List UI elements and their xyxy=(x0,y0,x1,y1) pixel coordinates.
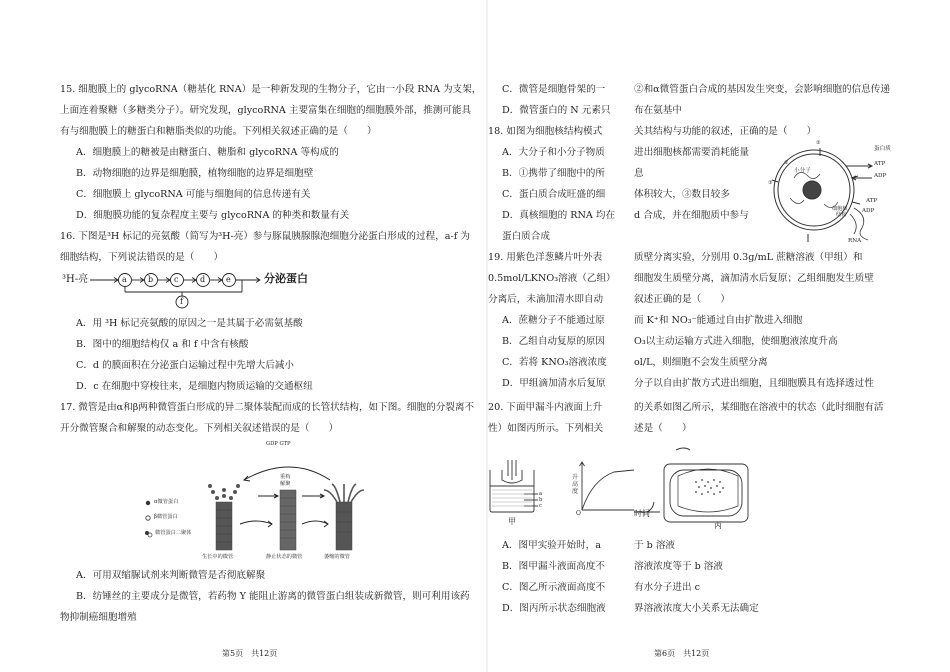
q15-option-a: A．细胞膜上的糖被是由糖蛋白、糖脂和 glycoRNA 等构成的 xyxy=(76,147,339,158)
mid-q20-c: C．图乙所示液面高度不 xyxy=(502,582,606,593)
right-line-8: 质壁分离实验，分别用 0.3g/mL 蔗糖溶液（甲组）和 xyxy=(634,252,863,263)
nuc-rna-label: RNA xyxy=(848,238,862,244)
right-line-16: 述是（ ） xyxy=(634,423,692,434)
q17-option-b-line-2: 物抑制癌细胞增殖 xyxy=(60,612,137,623)
mid-line-5: B．①携带了细胞中的所 xyxy=(502,168,605,179)
graph-y-label: 升高度 xyxy=(572,474,579,495)
q16-stem-line-1: 16. 下图是³H 标记的亮氨酸（简写为³H-亮）参与豚鼠胰腺腺泡细胞分泌蛋白形成的过程，a-f 为 xyxy=(60,231,470,242)
mid-line-12: A．蔗糖分子不能通过原 xyxy=(502,315,605,326)
right-line-9: 细胞发生质壁分离，滴加清水后复原；乙组细胞发生质壁 xyxy=(634,273,874,284)
graph-origin: O xyxy=(576,510,581,517)
right-line-5: 息 xyxy=(634,168,644,179)
caption-growing: 生长中的微管 xyxy=(202,554,234,560)
funnel-label-c: c xyxy=(539,503,542,509)
q16-option-c: C．d 的膜面积在分泌蛋白运输过程中先增大后减小 xyxy=(76,360,294,371)
mid-line-9: 19. 用紫色洋葱鳞片叶外表 xyxy=(488,252,603,263)
figure-bing-label: 丙 xyxy=(714,521,722,530)
caption-static: 静止状态的微管 xyxy=(266,554,303,560)
middle-page xyxy=(488,0,634,672)
label-rebuild: 重构 xyxy=(280,474,291,480)
funnel-label-b: b xyxy=(539,497,543,503)
q17-stem-line-2: 开分微管聚合和解聚的动态变化。下列相关叙述错误的是（ ） xyxy=(60,423,339,434)
plasmolysis-cell-drawing xyxy=(634,442,754,534)
q15-stem-line-1: 15. 细胞膜上的 glycoRNA（糖基化 RNA）是一种新发现的生物分子，它由一小段 RNA 为支架， xyxy=(60,84,482,95)
flow-end-label: 分泌蛋白 xyxy=(264,272,308,285)
q20-figures-mid xyxy=(488,460,634,530)
nuc-struct-label-2: 结构 xyxy=(836,212,847,218)
right-line-2: 布在氨基中 xyxy=(634,105,682,116)
legend-alpha: α微管蛋白 xyxy=(154,499,179,505)
q16-flow-diagram xyxy=(60,268,360,314)
q20-figure-bing xyxy=(634,442,754,534)
mid-line-17: 性）如图丙所示。下列相关 xyxy=(488,423,604,434)
mid-line-8: 蛋白质合成 xyxy=(502,231,550,242)
q17-option-b-line-1: B．纺锤丝的主要成分是微管，若药物 Y 能阻止游离的微管蛋白组装成新微管，则可利用该药 xyxy=(76,591,470,602)
right-line-14: 分子以自由扩散方式进出细胞，且细胞膜具有选择透过性 xyxy=(634,378,874,389)
right-line-6: 体积较大，③数目较多 xyxy=(634,189,730,200)
q16-option-b: B．图中的细胞结构仅 a 和 f 中含有核酸 xyxy=(76,339,249,350)
flow-arrows xyxy=(60,268,360,314)
right-line-7: d 合成，并在细胞质中参与 xyxy=(634,210,749,221)
right-line-1: ②和α微管蛋白合成的基因发生突变，会影响细胞的信息传递 xyxy=(634,84,890,95)
mid-q20-b: B．图甲漏斗液面高度不 xyxy=(502,561,605,572)
right-line-12: O₃以主动运输方式进入细胞，使细胞液浓度升高 xyxy=(634,336,838,347)
page-footer-left: 第5页 共12页 xyxy=(222,649,278,658)
right-line-20: 界溶液浓度大小关系无法确定 xyxy=(634,603,759,614)
nuc-protein-label: 蛋白质 xyxy=(874,146,891,152)
funnel-label-a: a xyxy=(539,491,543,497)
mid-line-7: D．真核细胞的 RNA 均在 xyxy=(502,210,616,221)
caption-shrinking: 萎缩的微管 xyxy=(324,554,350,560)
q16-option-d: D．c 在细胞中穿梭往来，是细胞内物质运输的交通枢纽 xyxy=(76,381,313,392)
q17-stem-line-1: 17. 微管是由α和β两种微管蛋白形成的异二聚体装配而成的长管状结构，如下图。细胞的分裂离不 xyxy=(60,402,475,413)
flow-start-label: ³H-亮 xyxy=(62,274,89,285)
q15-option-d: D．细胞膜功能的复杂程度主要与 glycoRNA 的种类和数量有关 xyxy=(76,210,350,221)
q15-stem-line-3: 有与细胞膜上的糖蛋白和糖脂类似的功能。下列相关叙述正确的是（ ） xyxy=(60,126,377,137)
right-line-13: ol/L，则细胞不会发生质壁分离 xyxy=(634,357,768,368)
mid-q20-d: D．图丙所示状态细胞液 xyxy=(502,603,606,614)
right-page xyxy=(634,0,950,672)
time-axis-label: 时间 xyxy=(634,509,650,518)
legend-beta: β微管蛋白 xyxy=(154,514,178,520)
page-footer-right: 第6页 共12页 xyxy=(654,649,710,658)
q15-option-b: B．动物细胞的边界是细胞膜，植物细胞的边界是细胞壁 xyxy=(76,168,314,179)
right-line-17: 于 b 溶液 xyxy=(634,540,676,551)
flow-node-f-label: f xyxy=(180,297,183,306)
nuc-atp1-label: ATP xyxy=(874,161,886,167)
flow-node-a-label: a xyxy=(122,275,127,284)
q16-option-a: A．用 ³H 标记亮氨酸的原因之一是其属于必需氨基酸 xyxy=(76,318,303,329)
right-line-18: 溶液浓度等于 b 溶液 xyxy=(634,561,723,572)
mid-line-14: C．若将 KNO₃溶液浓度 xyxy=(502,357,607,368)
q15-option-c: C．细胞膜上 glycoRNA 可能与细胞间的信息传递有关 xyxy=(76,189,311,200)
mid-line-11: 分离后，未滴加清水即自动 xyxy=(488,294,604,305)
right-line-4: 进出细胞核都需要消耗能量 xyxy=(634,147,750,158)
mid-line-6: C．蛋白质合成旺盛的细 xyxy=(502,189,606,200)
nuc-struct-label: 细胞核 xyxy=(832,206,848,212)
mid-line-13: B．乙组自动复原的原因 xyxy=(502,336,605,347)
flow-node-b-label: b xyxy=(148,275,154,284)
nuc-atp2-label: ATP xyxy=(866,198,878,204)
gdp-gtp-label: GDP GTP xyxy=(266,441,291,447)
legend-dimer: 微管蛋白二聚体 xyxy=(155,530,192,536)
nuc-adp2-label: ADP xyxy=(862,208,875,214)
mid-line-4: A．大分子和小分子物质 xyxy=(502,147,605,158)
flow-node-d-label: d xyxy=(200,275,206,284)
nucleus-diagram xyxy=(764,138,896,246)
flow-node-c-label: c xyxy=(174,275,179,284)
right-line-11: 而 K⁺和 NO₃⁻能通过自由扩散进入细胞 xyxy=(634,315,803,326)
nuc-num-1: ② xyxy=(816,140,821,146)
flow-node-e-label: e xyxy=(226,275,231,284)
nuc-num-3: ③ xyxy=(768,180,773,186)
nuc-small-molecule: 小分子 xyxy=(794,168,811,174)
right-line-3: 关其结构与功能的叙述，正确的是（ ） xyxy=(634,126,817,137)
figure-jia-label: 甲 xyxy=(508,517,516,526)
q17-option-a: A．可用双缩脲试剂来判断微管是否彻底解聚 xyxy=(76,570,266,581)
microtubule-figure xyxy=(140,440,380,565)
nuc-num-2: ① xyxy=(784,160,789,166)
nuc-adp1-label: ADP xyxy=(874,173,887,179)
mid-line-2: D．微管蛋白的 N 元素只 xyxy=(502,105,611,116)
mid-line-10: 0.5mol/LKNO₃溶液（乙组） xyxy=(488,273,616,284)
q15-stem-line-2: 上面连着聚糖（多糖类分子）。研究发现，glycoRNA 主要富集在细胞的细胞膜外部，推测可能具 xyxy=(60,105,472,116)
q16-stem-line-2: 细胞结构，下列说法错误的是（ ） xyxy=(60,252,224,263)
nucleus-drawing xyxy=(764,138,896,246)
right-line-15: 的关系如图乙所示，某细胞在溶液中的状态（此时细胞有活 xyxy=(634,402,884,413)
mid-line-1: C．微管是细胞骨架的一 xyxy=(502,84,606,95)
mid-line-16: 20. 下面甲漏斗内液面上升 xyxy=(488,402,603,413)
mid-line-3: 18. 如图为细胞核结构模式 xyxy=(488,126,603,137)
label-depolymerize: 解聚 xyxy=(280,481,291,487)
right-line-19: 有水分子进出 c xyxy=(634,582,700,593)
mid-line-15: D．甲组滴加清水后复原 xyxy=(502,378,606,389)
right-line-10: 叙述正确的是（ ） xyxy=(634,294,730,305)
mid-q20-a: A．图甲实验开始时，a xyxy=(502,540,601,551)
